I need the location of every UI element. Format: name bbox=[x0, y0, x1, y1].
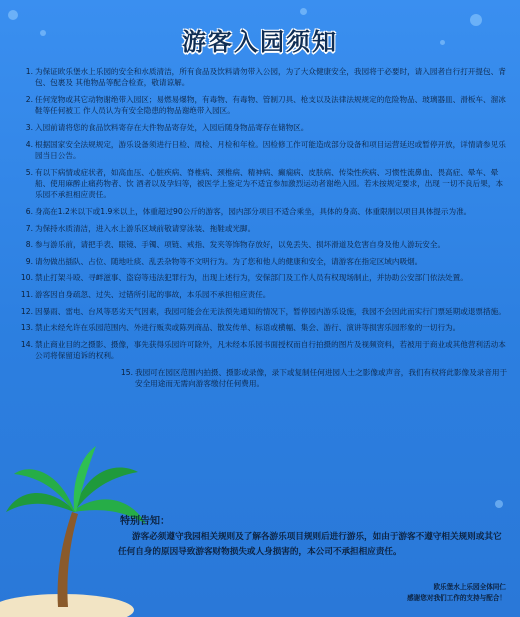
rule-number: 5. bbox=[25, 167, 33, 177]
rule-item bbox=[18, 256, 508, 267]
rule-item bbox=[18, 223, 508, 234]
palm-trunk bbox=[58, 512, 78, 607]
bubble-decoration bbox=[8, 10, 18, 20]
signature-line: 欧乐堡水上乐园全体同仁 bbox=[433, 583, 506, 591]
rule-number: 4. bbox=[25, 139, 33, 149]
rule-text: 为保证欧乐堡水上乐园的安全和水质清洁，所有食品及饮料请勿带入公园，为了大众健康安全，我园将于必要时，请入园者自行打开提包、背包、包裹及 其他物品等配合检查，敬请谅解。 bbox=[35, 67, 506, 88]
rule-text: 因暴雨、雷电、台风等恶劣天气因素，我园可能会在无法预先通知的情况下，暂停园内游乐设施，我园不会因此而实行门票延期或退票措施。 bbox=[35, 306, 506, 316]
rule-item bbox=[18, 239, 508, 250]
rule-text: 我园可在园区范围内拍摄、摄影或录像，录下或复制任何进园人士之影像或声音，我们有权将此影像及录音用于安全用途而无需向游客缴付任何费用。 bbox=[135, 367, 508, 389]
rule-item bbox=[18, 272, 508, 283]
rule-number: 7. bbox=[25, 223, 33, 233]
rule-text: 有以下病情或症状者，如高血压、心脏疾病、脊椎病、颈椎病、精神病、癫痫病、皮肤病、传染性疾病、习惯性流鼻血、畏高症、晕车、晕船、使用麻醉止痛药物者、饮 酒者以及孕妇等，被医学上鉴定为不适宜参加激烈运动者谢绝入园。若未按规定要求，出现 一切不良后果，本乐园不承担相应责任。 bbox=[35, 167, 504, 200]
rule-item bbox=[18, 66, 508, 89]
rule-item bbox=[18, 322, 508, 333]
rule-number: 9. bbox=[25, 256, 33, 266]
rule-text: 游客因自身疏忽、过失、过错所引起的事故，本乐园不承担相应责任。 bbox=[35, 289, 271, 299]
signature-line: 感谢您对我们工作的支持与配合！ bbox=[407, 593, 506, 602]
rule-text: 禁止未经允许在乐园范围内、外进行贩卖或陈列商品、散发传单、标语或横幅、集会、游行、演讲等损害乐园形象的一切行为。 bbox=[35, 323, 461, 333]
bubble-decoration bbox=[300, 8, 307, 15]
rule-text: 任何宠物或其它动物谢绝带入园区；易燃易爆物，有毒物、有毒物、管制刀具、枪支以及法律法规规定的危险物品、玻璃器皿、滑板车、溜冰鞋等任何被工 作人员认为有安全隐患的物品谢绝带入园区。 bbox=[35, 95, 506, 116]
rule-text: 请勿做出插队、占位、随地吐痰、乱丢杂物等不文明行为。为了您和他人的健康和安全，请游客在指定区域内吸烟。 bbox=[35, 256, 423, 266]
rule-number: 8. bbox=[25, 240, 33, 250]
rule-item bbox=[18, 139, 508, 162]
rule-text: 入园前请将您的食品饮料寄存在大件物品寄存处，入园后随身物品寄存在储物区。 bbox=[35, 123, 309, 132]
rule-text: 身高在1.2米以下或1.9米以上，体重超过90公斤的游客，园内部分项目不适合乘坐，具体的身高、体重限制以项目具体提示为准。 bbox=[35, 207, 472, 216]
rule-item bbox=[18, 289, 508, 300]
rule-number: 6. bbox=[25, 207, 33, 216]
rule-item bbox=[18, 167, 508, 201]
rule-item bbox=[18, 206, 508, 217]
rule-text: 根据国家安全法规规定，游乐设备须进行日检、周检、月检和年检。因检修工作可能造成部分设备和项目运营延迟或暂停开放，详情请参见乐园当日公告。 bbox=[35, 139, 506, 160]
rule-number: 10. bbox=[20, 273, 33, 283]
rules-list bbox=[18, 66, 508, 395]
rule-number: 13. bbox=[20, 323, 33, 333]
rule-text: 参与游乐前，请把手表、眼镜、手镯、项链、戒指、发夹等饰物存放好，以免丢失、损坏滑道及危害自身及他人游玩安全。 bbox=[35, 240, 446, 250]
rule-number: 11. bbox=[20, 289, 33, 299]
rule-text: 禁止商业目的之摄影、摄像，事先获得乐园许可除外，凡未经本乐园书面授权而自行拍摄的图片及视频资料，若被用于商业或其他营利活动本公司将保留追诉的权利。 bbox=[35, 339, 506, 361]
rule-number: 12. bbox=[20, 306, 33, 316]
notice-body: 游客必须遵守我园相关规则及了解各游乐项目规则后进行游乐，如由于游客不遵守相关规则或其它任何自身的原因导致游客财物损失或人身损害的，本公司不承担相应责任。 bbox=[118, 532, 502, 557]
rule-number: 15. bbox=[120, 367, 133, 377]
rule-item bbox=[18, 306, 508, 317]
rule-item bbox=[18, 122, 508, 133]
rule-number: 1. bbox=[25, 67, 33, 76]
bubble-decoration bbox=[495, 500, 503, 508]
signature bbox=[407, 582, 506, 603]
rule-text: 为保持水质清洁，进入水上游乐区域前敬请穿泳装、拖鞋或光脚。 bbox=[35, 223, 256, 233]
rule-item bbox=[18, 367, 508, 390]
page-title: 游客入园须知 bbox=[182, 28, 338, 56]
notice-title: 特别告知： bbox=[120, 516, 170, 527]
rule-number: 2. bbox=[25, 95, 33, 104]
rule-item bbox=[18, 339, 508, 362]
rule-number: 14. bbox=[20, 339, 33, 349]
rule-item bbox=[18, 94, 508, 117]
rule-number: 3. bbox=[25, 123, 33, 132]
rule-text: 禁止打架斗殴、寻衅滋事、盗窃等违法犯罪行为，出现上述行为，安保部门及工作人员有权现场制止，并协助公安部门依法处置。 bbox=[35, 273, 468, 283]
